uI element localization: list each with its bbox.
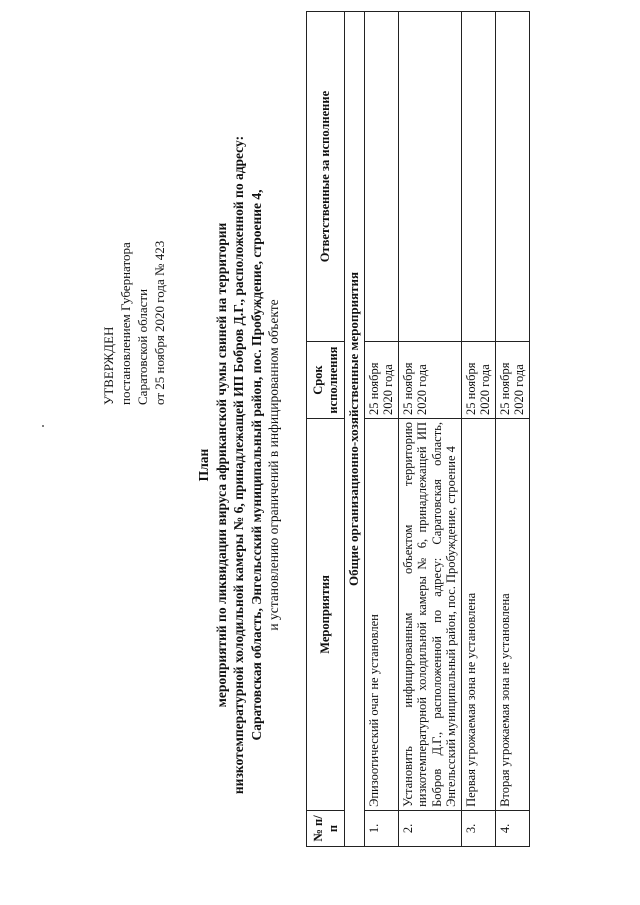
approval-line-2: постановлением Губернатора bbox=[118, 242, 133, 405]
row-responsible bbox=[364, 12, 398, 342]
approval-line-1: УТВЕРЖДЕН bbox=[101, 326, 116, 405]
table-row bbox=[461, 12, 495, 847]
row-term: 25 ноября 2020 года bbox=[398, 342, 461, 419]
title-line-4: Саратовская область, Энгельсский муниципальный район, пос. Пробуждение, строение 4, bbox=[248, 189, 264, 741]
header-term: Срок исполнения bbox=[307, 342, 345, 419]
header-num: № п/п bbox=[307, 810, 345, 846]
row-responsible bbox=[398, 12, 461, 342]
row-action: Вторая угрожаемая зона не установлена bbox=[495, 418, 529, 810]
title-line-2: мероприятий по ликвидации вируса африканской чумы свиней на территории bbox=[213, 222, 229, 708]
table-row bbox=[398, 12, 461, 847]
row-action: Установить инфицированным объектом территорию низкотемпературной холодильной камеры № 6, принадлежащей ИП Бобров Д.Г., расположенной по адресу: Саратовская область, Энгельсский муниципальный район, пос. Пробуждение, строение 4 bbox=[398, 418, 461, 810]
row-num: 4. bbox=[495, 810, 529, 846]
scan-speck bbox=[42, 425, 44, 427]
table-row bbox=[495, 12, 529, 847]
row-num: 3. bbox=[461, 810, 495, 846]
row-action: Эпизоотический очаг не установлен bbox=[364, 418, 398, 810]
approval-stamp bbox=[100, 145, 168, 405]
header-action: Мероприятия bbox=[307, 418, 345, 810]
table-row bbox=[364, 12, 398, 847]
approval-line-3: Саратовской области bbox=[135, 288, 150, 405]
title-line-1: План bbox=[196, 448, 211, 482]
title-line-3: низкотемпературной холодильной камеры № 6, принадлежащей ИП Бобров Д.Г., расположенной по адресу: bbox=[231, 135, 246, 795]
row-term: 25 ноября 2020 года bbox=[364, 342, 398, 419]
section-title: Общие организационно-хозяйственные мероприятия bbox=[345, 12, 365, 847]
row-num: 1. bbox=[364, 810, 398, 846]
row-action: Первая угрожаемая зона не установлена bbox=[461, 418, 495, 810]
title-line-5: и установлению ограничений в инфицированном объекте bbox=[266, 299, 281, 631]
plan-table bbox=[306, 11, 530, 847]
table-header-row bbox=[307, 12, 345, 847]
section-row bbox=[345, 12, 365, 847]
row-term: 25 ноября 2020 года bbox=[495, 342, 529, 419]
row-responsible bbox=[461, 12, 495, 342]
row-responsible bbox=[495, 12, 529, 342]
approval-line-4: от 25 ноября 2020 года № 423 bbox=[152, 240, 167, 405]
document-title bbox=[195, 95, 283, 835]
row-num: 2. bbox=[398, 810, 461, 846]
row-term: 25 ноября 2020 года bbox=[461, 342, 495, 419]
header-responsible: Ответственные за исполнение bbox=[307, 12, 345, 342]
